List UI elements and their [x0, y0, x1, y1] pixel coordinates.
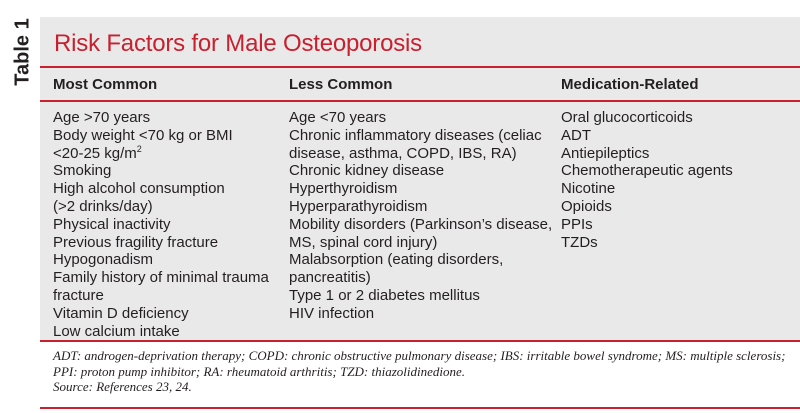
list-item: Nicotine	[561, 180, 616, 198]
table-title: Risk Factors for Male Osteoporosis	[54, 30, 422, 57]
list-item: Malabsorption (eating disorders,	[289, 251, 504, 269]
list-item: Antiepileptics	[561, 144, 650, 162]
list-item-bmi-range: <20-25 $kg/m^2$	[53, 143, 142, 162]
source-note: Source: References 23, 24.	[53, 379, 192, 394]
list-item: disease, asthma, COPD, IBS, RA)	[289, 144, 517, 162]
list-item: Body weight <70 kg or BMI	[53, 126, 233, 144]
list-item: Hyperthyroidism	[289, 180, 398, 198]
superscript: 2	[136, 143, 142, 154]
table-panel	[40, 17, 800, 340]
list-item: Age >70 years	[53, 109, 151, 126]
column-header-less-common: Less Common	[289, 76, 393, 93]
list-item: Hyperparathyroidism	[289, 197, 428, 215]
list-item: Previous fragility fracture	[53, 233, 219, 251]
column-header-row	[40, 66, 800, 102]
list-item: Chronic kidney disease	[289, 162, 445, 180]
footnote	[53, 348, 793, 395]
list-item: ADT	[561, 126, 591, 144]
list-item: Low calcium intake	[53, 322, 180, 340]
list-item: TZDs	[561, 233, 598, 251]
list-item: High alcohol consumption	[53, 180, 225, 198]
list-item: fracture	[53, 286, 104, 304]
list-item: Smoking	[53, 162, 112, 180]
list-item: Age <70 years	[289, 109, 387, 126]
list-item: PPIs	[561, 215, 593, 233]
list-item: Chemotherapeutic agents	[561, 162, 733, 180]
list-item: Vitamin D deficiency	[53, 304, 189, 322]
column-less-common	[289, 109, 552, 323]
list-item: Oral glucocorticoids	[561, 109, 693, 126]
footnote-box	[40, 340, 800, 408]
column-medication-related	[561, 109, 733, 251]
table-label: Table 1	[11, 18, 33, 86]
list-item: Mobility disorders (Parkinson’s disease,	[289, 215, 553, 233]
column-header-most-common: Most Common	[53, 76, 158, 93]
bottom-rule	[40, 407, 800, 409]
list-item: Hypogonadism	[53, 251, 154, 269]
list-item: Type 1 or 2 diabetes mellitus	[289, 286, 480, 304]
list-item: Chronic inflammatory diseases (celiac	[289, 126, 542, 144]
list-item: HIV infection	[289, 304, 375, 322]
abbreviations-note: ADT: androgen-deprivation therapy; COPD: chronic obstructive pulmonary disease; IBS: irritable bowel syndrome; MS: multiple sclerosis; PPI: proton pump inhibitor; RA: rheumatoid arthritis; TZD: thiazolidinedione.	[53, 348, 786, 379]
column-header-medication-related: Medication-Related	[561, 76, 699, 93]
table-label-tab	[6, 17, 39, 87]
list-item: Physical inactivity	[53, 215, 171, 233]
list-item: Opioids	[561, 197, 612, 215]
list-item: Family history of minimal trauma	[53, 269, 269, 287]
list-item: MS, spinal cord injury)	[289, 233, 438, 251]
list-item: (>2 drinks/day)	[53, 197, 153, 215]
list-item: pancreatitis)	[289, 269, 371, 287]
column-most-common	[53, 109, 269, 340]
